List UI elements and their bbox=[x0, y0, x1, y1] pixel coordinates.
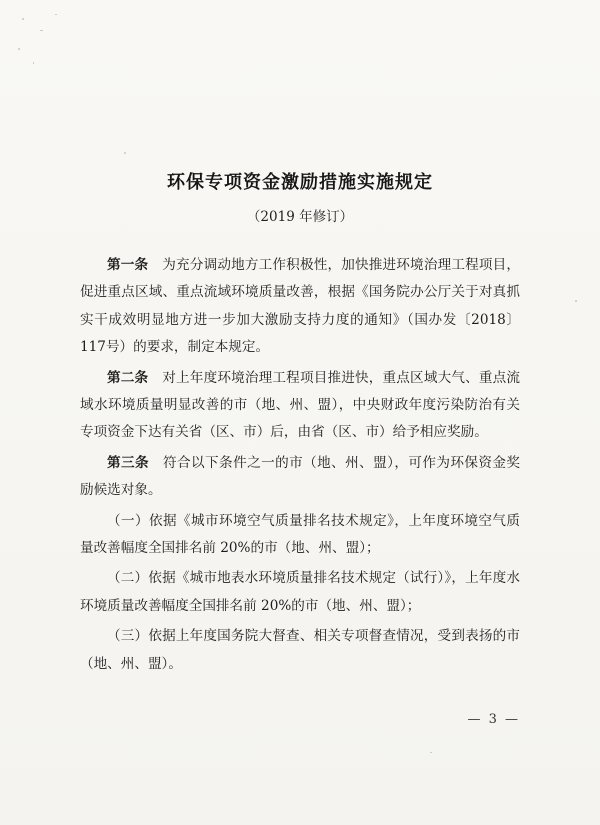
scan-speck bbox=[575, 300, 577, 302]
scan-speck bbox=[18, 48, 20, 50]
scan-speck bbox=[430, 752, 432, 753]
scan-speck bbox=[55, 14, 57, 15]
article-1 bbox=[80, 252, 520, 362]
article-label: 第三条 bbox=[107, 454, 150, 471]
document-subtitle: （2019 年修订） bbox=[246, 209, 354, 225]
article-label: 第一条 bbox=[107, 257, 149, 273]
condition-item-2: （二）依据《城市地表水环境质量排名技术规定（试行）》，上年度水环境质量改善幅度全国排名前 20%的市（地、州、盟）； bbox=[80, 570, 520, 614]
page-number: — 3 — bbox=[467, 712, 520, 727]
document-body bbox=[80, 252, 520, 678]
article-3 bbox=[80, 450, 520, 505]
condition-item-3: （三）依据上年度国务院大督查、相关专项督查情况，受到表扬的市（地、州、盟）。 bbox=[80, 628, 520, 672]
scan-speck bbox=[33, 62, 34, 64]
article-text: 符合以下条件之一的市（地、州、盟），可作为环保资金奖励候选对象。 bbox=[80, 454, 521, 499]
article-text: 为充分调动地方工作积极性，加快推进环境治理工程项目，促进重点区域、重点流域环境质量改善，根据《国务院办公厅关于对真抓实干成效明显地方进一步加大激励支持力度的通知》（国办发〔2018〕117号）的要求，制定本规定。 bbox=[80, 257, 521, 356]
scan-speck bbox=[22, 18, 24, 20]
article-label: 第二条 bbox=[107, 369, 149, 386]
article-text: 对上年度环境治理工程项目推进快，重点区域大气、重点流域水环境质量明显改善的市（地、州、盟），中央财政年度污染防治有关专项资金下达有关省（区、市）后，由省（区、市）给予相应奖励。 bbox=[80, 369, 521, 441]
scan-speck bbox=[40, 30, 43, 31]
condition-item-1: （一）依据《城市环境空气质量排名技术规定》，上年度环境空气质量改善幅度全国排名前 20%的市（地、州、盟）； bbox=[80, 512, 520, 557]
scan-speck bbox=[124, 152, 126, 154]
document-title: 环保专项资金激励措施实施规定 bbox=[167, 172, 433, 193]
article-2 bbox=[80, 365, 520, 447]
